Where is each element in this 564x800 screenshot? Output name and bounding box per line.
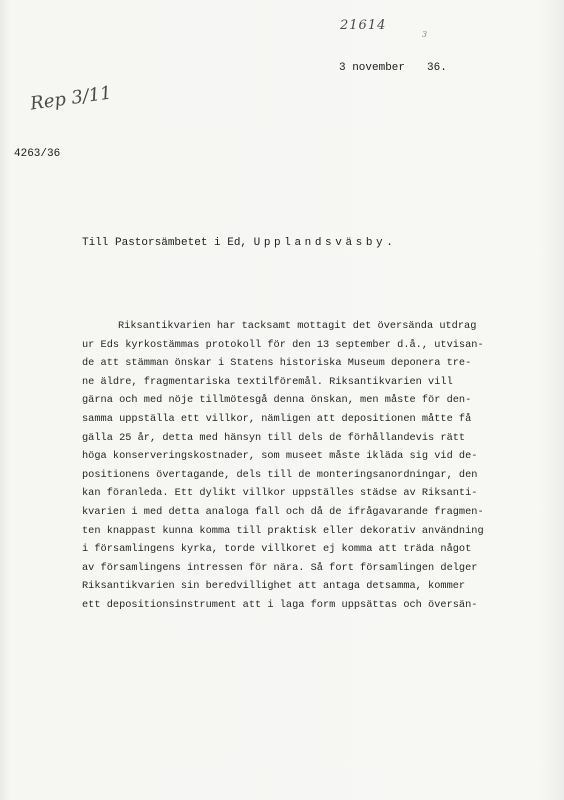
addressee-prefix: Till Pastorsämbetet i Ed, <box>82 237 248 249</box>
body-line: i församlingens kyrka, torde villkoret ej komma att träda något <box>82 543 472 556</box>
body-line: de att stämman önskar i Statens historiska Museum deponera tre- <box>82 357 472 370</box>
body-line: Riksantikvarien har tacksamt mottagit det översända utdrag <box>118 320 477 332</box>
body-line: Riksantikvarien sin beredvillighet att antaga detsamma, kommer <box>82 580 466 593</box>
reference-number: 4263/36 <box>14 148 61 160</box>
body-line: kvarien i med detta analoga fall och då de ifrågavarande fragmen- <box>82 505 484 518</box>
archive-number: 21614 <box>340 18 387 33</box>
body-line: ur Eds kyrkostämmas protokoll för den 13 september d.å., utvisan- <box>82 338 484 351</box>
body-line: ett depositionsinstrument att i laga form uppsättas och översän- <box>82 598 478 611</box>
date-day-month: 3 november <box>339 62 406 74</box>
body-line: av församlingens intressen för nära. Så fort församlingen delger <box>82 561 478 574</box>
body-line: samma uppställa ett villkor, nämligen att depositionen måtte få <box>82 412 472 425</box>
addressee-place: Upplandsväsby. <box>253 237 397 249</box>
addressee <box>82 237 396 249</box>
letter-body <box>82 320 552 618</box>
body-line: ten knappast kunna komma till praktisk eller dekorativ användning <box>82 524 484 537</box>
body-line: höga konserveringskostnader, som museet måste ikläda sig vid de- <box>82 450 478 463</box>
date-year: 36. <box>427 62 447 74</box>
body-line: kan föranleda. Ett dylikt villkor uppställes städse av Riksanti- <box>82 487 478 500</box>
letter-date <box>339 62 447 74</box>
body-line: ne äldre, fragmentariska textilföremål. Riksantikvarien vill <box>82 375 453 388</box>
body-line: positionens övertagande, dels till de monteringsanordningar, den <box>82 468 478 481</box>
margin-note: Rep 3/11 <box>28 82 113 115</box>
body-line: gälla 25 år, detta med hänsyn till dels de förhållandevis rätt <box>82 431 466 444</box>
archive-mark: 3 <box>422 30 428 39</box>
body-line: gärna och med nöje tillmötesgå denna önskan, men måste för den- <box>82 394 472 407</box>
